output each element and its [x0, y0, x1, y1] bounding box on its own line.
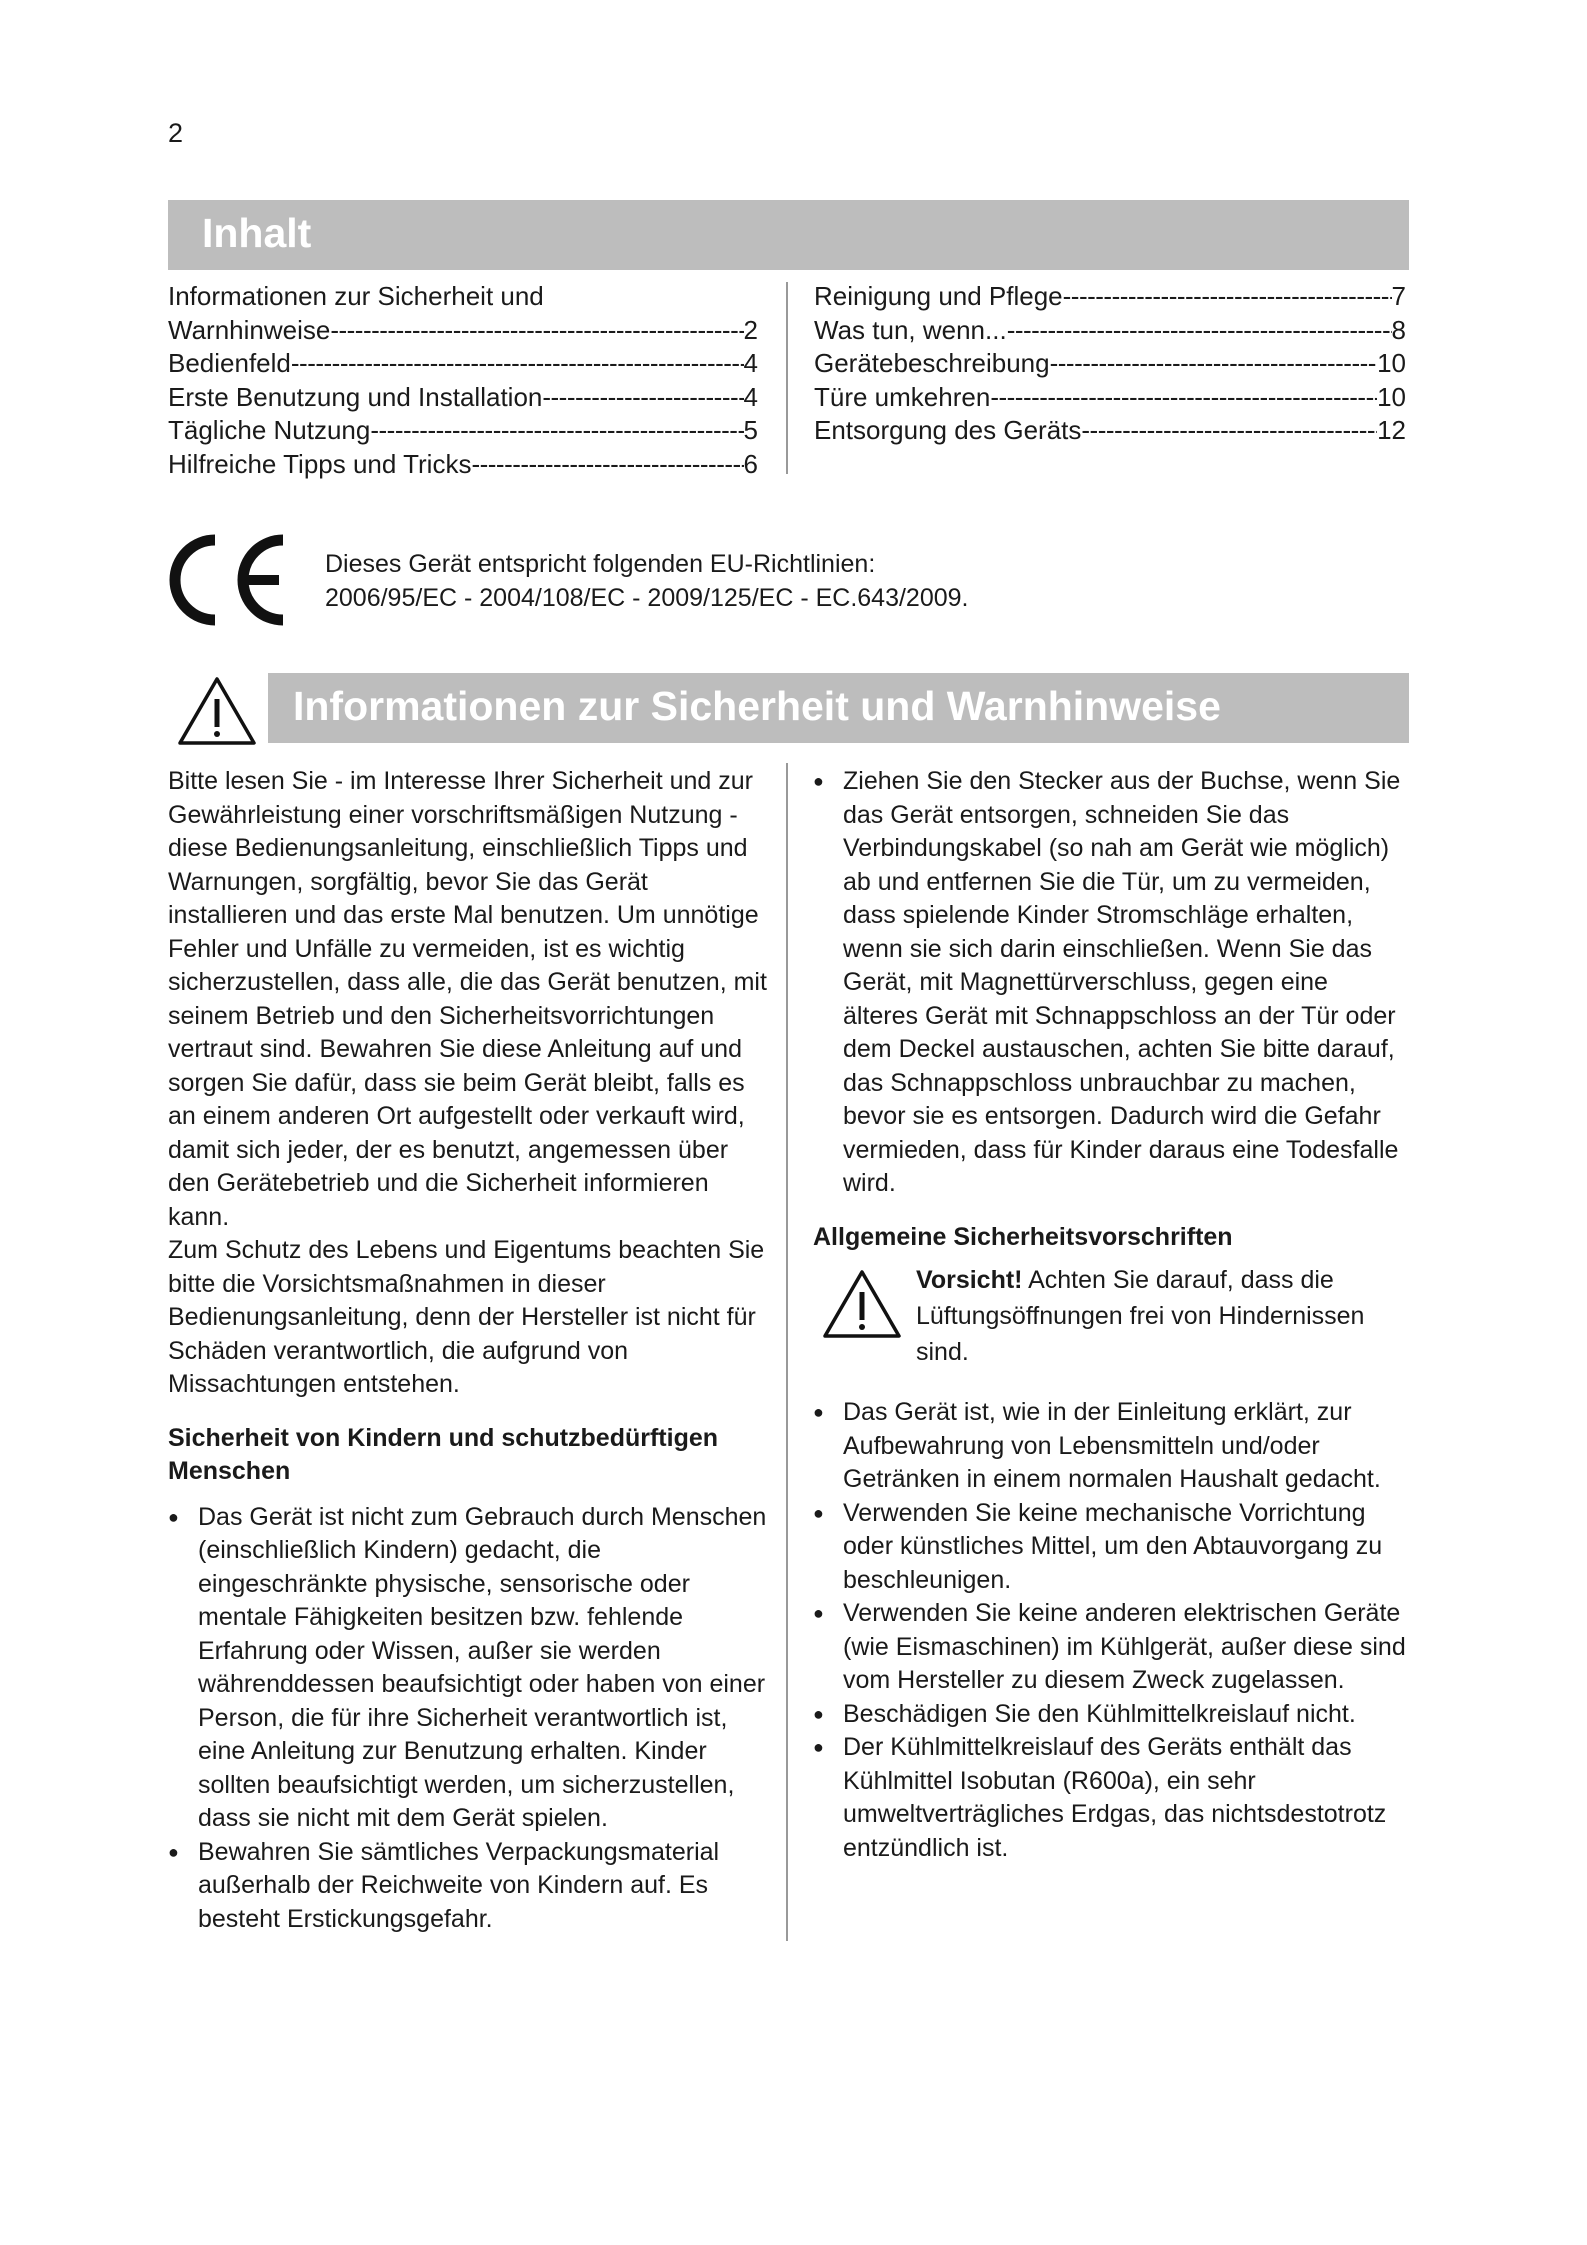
toc-column-divider	[786, 282, 788, 474]
toc-entry[interactable]	[814, 280, 1406, 314]
list-item: ● Der Kühlmittelkreislauf des Geräts enthält das Kühlmittel Isobutan (R600a), ein sehr umweltverträgliches Erdgas, das nichtsdestotrotz entzündlich ist.	[813, 1731, 1409, 1865]
toc-entry-page: 7	[1391, 281, 1406, 311]
page-number: 2	[168, 118, 184, 148]
toc-leader	[1007, 314, 1392, 348]
list-item: ● Verwenden Sie keine mechanische Vorrichtung oder künstliches Mittel, um den Abtauvorgang zu beschleunigen.	[813, 1497, 1409, 1598]
toc-left-column	[168, 280, 758, 481]
toc-entry-label: Informationen zur Sicherheit und	[168, 281, 544, 311]
safety-left-column	[168, 765, 768, 1936]
toc-leader	[1063, 280, 1392, 314]
toc-entry-page: 12	[1377, 415, 1406, 445]
toc-entry[interactable]	[168, 280, 758, 314]
toc-entry-label: Tägliche Nutzung	[168, 415, 371, 445]
general-bullet-list	[813, 1396, 1409, 1865]
toc-entry[interactable]	[814, 314, 1406, 348]
toc-leader	[330, 314, 743, 348]
list-item: ● Das Gerät ist nicht zum Gebrauch durch Menschen (einschließlich Kindern) gedacht, die eingeschränkte physische, sensorische oder mentale Fähigkeiten besitzen bzw. fehlende Erfahrung oder Wissen, außer sie werden währenddessen beaufsichtigt oder haben von einer Person, die für ihre Sicherheit verantwortlich ist, eine Anleitung zur Benutzung erhalten. Kinder sollten beaufsichtigt werden, um sicherzustellen, dass sie nicht mit dem Gerät spielen.	[168, 1501, 768, 1836]
toc-entry[interactable]	[168, 381, 758, 415]
toc-entry[interactable]	[168, 314, 758, 348]
toc-entry-label: Was tun, wenn...	[814, 314, 1007, 345]
children-safety-heading: Sicherheit von Kindern und schutzbedürftigen Menschen	[168, 1423, 719, 1485]
toc-entry-page: 8	[1391, 314, 1406, 345]
safety-banner	[268, 673, 1409, 743]
toc-entry-label: Erste Benutzung und Installation	[168, 381, 543, 412]
toc-entry-label: Gerätebeschreibung	[814, 348, 1050, 378]
list-item: ● Ziehen Sie den Stecker aus der Buchse, wenn Sie das Gerät entsorgen, schneiden Sie das Verbindungskabel (so nah am Gerät wie möglich) ab und entfernen Sie die Tür, um zu vermeiden, dass spielende Kinder Stromschläge erhalten, wenn sie sich darin einschließen. Wenn Sie das Gerät, mit Magnettürverschluss, gegen eine älteres Gerät mit Schnappschloss an der Tür oder dem Deckel austauschen, achten Sie bitte darauf, das Schnappschloss unbrauchbar zu machen, bevor sie es entsorgen. Dadurch wird die Gefahr vermieden, dass für Kinder daraus eine Todesfalle wird.	[813, 765, 1409, 1201]
safety-title: Informationen zur Sicherheit und Warnhinweise	[293, 683, 1221, 729]
toc-leader	[291, 347, 744, 381]
toc-entry-label: Reinigung und Pflege	[814, 281, 1063, 311]
toc-leader	[1050, 347, 1377, 381]
list-item: ● Verwenden Sie keine anderen elektrischen Geräte (wie Eismaschinen) im Kühlgerät, außer diese sind vom Hersteller zu diesem Zweck zugelassen.	[813, 1597, 1409, 1698]
ce-line-2: 2006/95/EC - 2004/108/EC - 2009/125/EC - EC.643/2009.	[325, 584, 969, 612]
toc-entry-page: 10	[1377, 381, 1406, 412]
toc-entry-page: 4	[743, 348, 758, 378]
toc-entry[interactable]	[814, 381, 1406, 415]
ce-line-1: Dieses Gerät entspricht folgenden EU-Richtlinien:	[325, 550, 876, 578]
toc-entry[interactable]	[814, 414, 1406, 448]
toc-leader	[471, 448, 743, 482]
warning-triangle-icon	[821, 1268, 903, 1340]
toc-entry-label: Hilfreiche Tipps und Tricks	[168, 448, 472, 479]
safety-right-column	[813, 765, 1409, 1865]
list-item: ● Beschädigen Sie den Kühlmittelkreislauf nicht.	[813, 1698, 1409, 1732]
ce-mark-icon	[165, 532, 300, 628]
toc-entry-page: 6	[743, 448, 758, 479]
intro-paragraph-2: Zum Schutz des Lebens und Eigentums beachten Sie bitte die Vorsichtsmaßnahmen in dieser Bedienungsanleitung, denn der Hersteller ist nicht für Schäden verantwortlich, die aufgrund von Missachtungen entstehen.	[168, 1236, 765, 1398]
caution-label: Vorsicht!	[916, 1266, 1023, 1294]
toc-entry-page: 5	[743, 415, 758, 445]
ce-declaration	[325, 547, 968, 615]
caution-note	[813, 1262, 1409, 1370]
column-divider	[786, 763, 788, 1941]
toc-leader	[542, 381, 743, 415]
toc-entry-page: 2	[743, 314, 758, 345]
toc-entry-label: Bedienfeld	[168, 348, 291, 378]
warning-triangle-icon	[176, 675, 258, 747]
toc-entry[interactable]	[814, 347, 1406, 381]
list-item: ● Das Gerät ist, wie in der Einleitung erklärt, zur Aufbewahrung von Lebensmitteln und/oder Getränken in einem normalen Haushalt gedacht.	[813, 1396, 1409, 1497]
toc-leader	[1081, 414, 1377, 448]
toc-title: Inhalt	[202, 210, 312, 256]
toc-leader	[370, 414, 743, 448]
caution-text: Achten Sie darauf, dass die Lüftungsöffnungen frei von Hindernissen sind.	[916, 1266, 1365, 1366]
toc-entry-label: Entsorgung des Geräts	[814, 415, 1082, 445]
toc-entry-label: Türe umkehren	[814, 381, 991, 412]
intro-paragraph: Bitte lesen Sie - im Interesse Ihrer Sicherheit und zur Gewährleistung einer vorschriftsmäßigen Nutzung - diese Bedienungsanleitung, einschließlich Tipps und Warnungen, sorgfältig, bevor Sie das Gerät installieren und das erste Mal benutzen. Um unnötige Fehler und Unfälle zu vermeiden, ist es wichtig sicherzustellen, dass alle, die das Gerät benutzen, mit seinem Betrieb und den Sicherheitsvorrichtungen vertraut sind. Bewahren Sie diese Anleitung auf und sorgen Sie dafür, dass sie beim Gerät bleibt, falls es an einem anderen Ort aufgestellt oder verkauft wird, damit sich jeder, der es benutzt, angemessen über den Gerätebetrieb und die Sicherheit informieren kann.	[168, 767, 767, 1231]
toc-entry[interactable]	[168, 448, 758, 482]
toc-right-column	[814, 280, 1406, 448]
general-safety-heading: Allgemeine Sicherheitsvorschriften	[813, 1222, 1233, 1251]
toc-entry[interactable]	[168, 414, 758, 448]
list-item: ● Bewahren Sie sämtliches Verpackungsmaterial außerhalb der Reichweite von Kindern auf. Es besteht Erstickungsgefahr.	[168, 1836, 768, 1937]
children-bullet-list	[168, 1501, 768, 1937]
toc-banner	[168, 200, 1409, 270]
toc-entry-page: 10	[1377, 348, 1406, 378]
toc-entry-page: 4	[743, 381, 758, 412]
toc-leader	[990, 381, 1377, 415]
toc-entry-label: Warnhinweise	[168, 314, 331, 345]
toc-entry[interactable]	[168, 347, 758, 381]
